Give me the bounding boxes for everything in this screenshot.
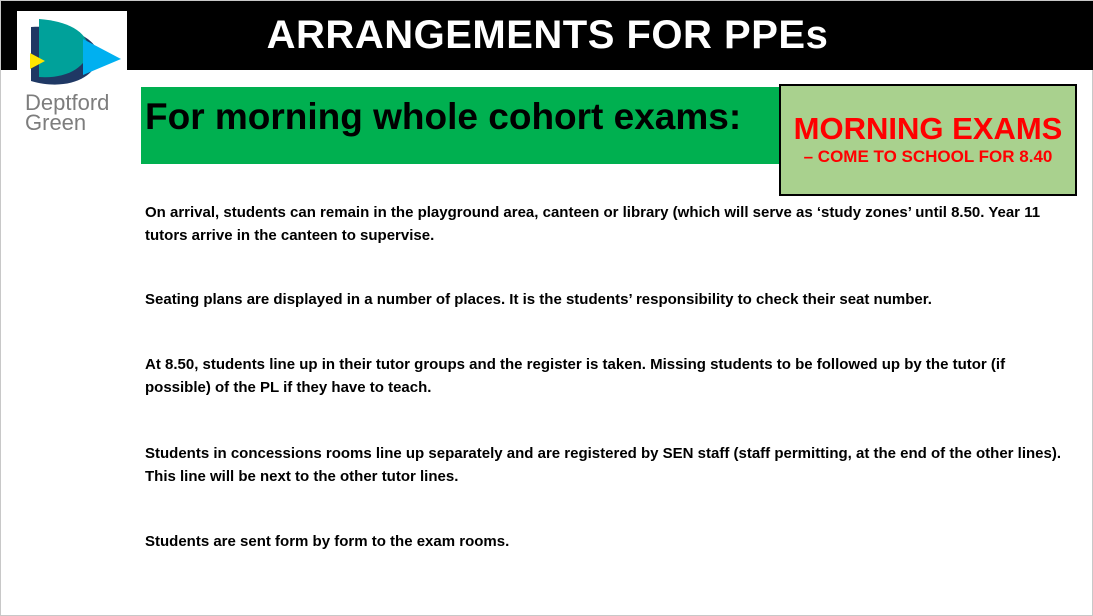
logo-word-deptford: Deptford — [25, 90, 110, 115]
paragraph-concessions: Students in concessions rooms line up separately and are registered by SEN staff (staff permitting, at the end of the other lines). This line will be next to the other tutor lines. — [145, 445, 1062, 485]
callout-sub-text: – COME TO SCHOOL FOR 8.40 — [803, 147, 1053, 166]
deptford-green-logo-icon — [25, 19, 121, 91]
paragraph-exam-rooms: Students are sent form by form to the exam rooms. — [145, 533, 510, 550]
slide-title: ARRANGEMENTS FOR PPEs — [266, 13, 829, 57]
paragraph-register: At 8.50, students line up in their tutor groups and the register is taken. Missing students to be followed up by the tutor (if possible) of the PL if they have to teach. — [145, 356, 1006, 396]
logo-word-green: Green — [25, 110, 87, 135]
paragraph-arrival: On arrival, students can remain in the playground area, canteen or library (which will serve as ‘study zones’ until 8.50. Year 11 tutors arrive in the canteen to supervise. — [145, 204, 1041, 244]
title-bar — [1, 1, 1093, 70]
morning-exams-callout — [779, 84, 1077, 196]
school-logo — [17, 11, 127, 136]
paragraph-seating-plans: Seating plans are displayed in a number of places. It is the students’ responsibility to check their seat number. — [145, 291, 932, 308]
green-banner — [141, 87, 791, 164]
banner-heading: For morning whole cohort exams: — [145, 96, 742, 137]
callout-main-text: MORNING EXAMS — [793, 111, 1063, 146]
